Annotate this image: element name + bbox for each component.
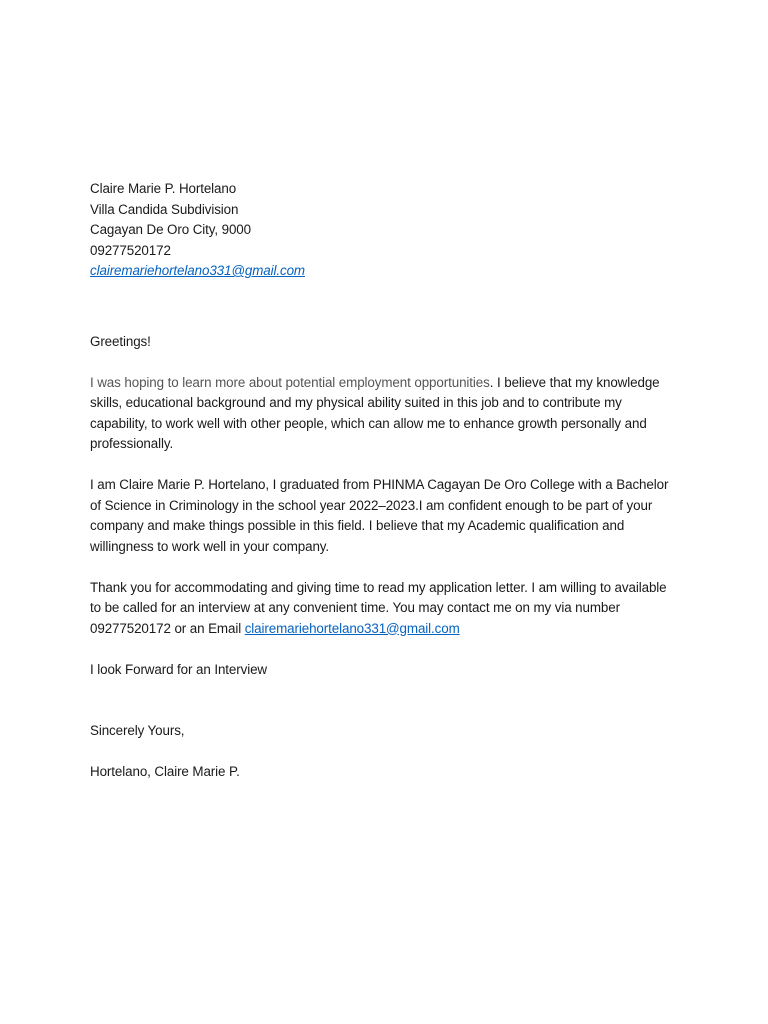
spacer	[90, 282, 680, 332]
sender-name: Claire Marie P. Hortelano	[90, 181, 237, 196]
paragraph-intro-rest: . I believe that my knowledge skills, educational background and my physical ability suited in this job and to contribute my capability, to work well with other people, which can allow me to enhance growth personally and professionally.	[90, 374, 660, 451]
closing-line: I look Forward for an Interview	[90, 661, 268, 677]
paragraph-intro	[90, 373, 680, 455]
greeting: Greetings!	[90, 333, 151, 349]
paragraph-thanks	[90, 578, 680, 640]
spacer	[90, 352, 680, 373]
sender-block	[90, 179, 680, 282]
sign-off: Sincerely Yours,	[90, 723, 185, 738]
spacer	[90, 639, 680, 660]
contact-email-link[interactable]: clairemariehortelano331@gmail.com	[244, 620, 460, 636]
spacer	[90, 742, 680, 763]
sender-address-line1: Villa Candida Subdivision	[90, 201, 239, 217]
letter-body	[90, 179, 680, 783]
spacer	[90, 557, 680, 578]
paragraph-intro-lead: I was hoping to learn more about potential employment opportunities	[90, 374, 490, 390]
paragraph-education: I am Claire Marie P. Hortelano, I graduated from PHINMA Cagayan De Oro College with a Bachelor of Science in Criminology in the school year 2022–2023.I am confident enough to be part of your company and make things possible in this field. I believe that my Academic qualification and willingness to work well in your company.	[90, 477, 669, 554]
paragraph-thanks-text: Thank you for accommodating and giving time to read my application letter. I am willing to available to be called for an interview at any convenient time. You may contact me on my via number 09277520172 or an Email	[90, 579, 667, 636]
signature-name: Hortelano, Claire Marie P.	[90, 764, 240, 779]
sender-email-link[interactable]: clairemariehortelano331@gmail.com	[90, 263, 305, 278]
sender-address-line2: Cagayan De Oro City, 9000	[90, 222, 251, 237]
spacer	[90, 680, 680, 721]
spacer	[90, 455, 680, 476]
sender-phone: 09277520172	[90, 242, 171, 258]
